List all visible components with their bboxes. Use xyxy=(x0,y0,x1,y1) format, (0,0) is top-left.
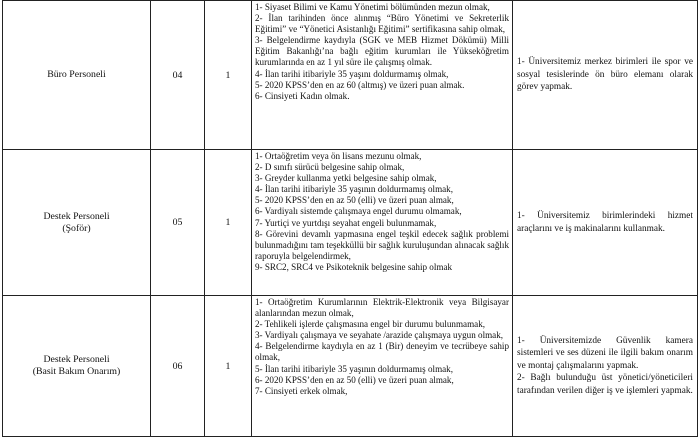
requirement-item: 9- SRC2, SRC4 ve Psikoteknik belgesine sahip olmak xyxy=(255,261,453,272)
requirement-item: 3- Belgelendirme kaydıyla (SGK ve MEB Hizmet Dökümü) Milli Eğitim Bakanlığı’na bağlı eğitim kurumları ile Yükseköğretim kurumlarında en az 1 yıl süre ile çalışmış olmak. xyxy=(255,35,509,68)
position-title-line: Destek Personeli xyxy=(43,210,110,222)
position-code: 04 xyxy=(151,1,205,150)
requirement-item: 4- İlan tarihi itibariyle 35 yaşının doldurmamış olmak, xyxy=(255,184,454,195)
position-title-line: (Şoför) xyxy=(62,222,91,234)
requirement-item: 2- İlan tarihinden önce alınmış “Büro Yönetimi ve Sekreterlik Eğitimi” ve “Yönetici Asistanlığı Eğitimi” sertifikasına sahip olmak, xyxy=(255,13,509,35)
table-row xyxy=(3,150,698,296)
position-title-line: Büro Personeli xyxy=(47,69,106,80)
duty-item: 1- Üniversitemiz merkez birimleri ile spor ve sosyal tesislerinde ön büro elemanı olarak görev yapmak. xyxy=(517,57,693,93)
requirement-item: 2- Tehlikeli işlerde çalışmasına engel bir durumu bulunmamak, xyxy=(255,319,486,330)
requirement-item: 3- Greyder kullanma yetki belgesine sahip olmak, xyxy=(255,173,437,184)
position-title xyxy=(3,150,151,296)
duties-cell xyxy=(513,150,698,296)
duties-cell xyxy=(513,1,698,150)
requirement-item: 1- Siyaset Bilimi ve Kamu Yönetimi bölümünden mezun olmak, xyxy=(255,2,490,12)
requirement-item: 7- Yurtiçi ve yurtdışı seyahat engeli bulunmamak, xyxy=(255,217,437,228)
position-code: 05 xyxy=(151,150,205,296)
position-count: 1 xyxy=(205,296,252,437)
position-title-line: Destek Personeli xyxy=(43,354,110,365)
requirement-item: 3- Vardiyalı çalışmaya ve seyahate /arazide çalışmaya uygun olmak, xyxy=(255,330,504,341)
requirement-item: 6- Cinsiyeti Kadın olmak. xyxy=(255,90,350,101)
position-count: 1 xyxy=(205,150,252,296)
duties-cell xyxy=(513,296,698,437)
requirement-item: 4- İlan tarihi itibariyle 35 yaşını doldurmamış olmak, xyxy=(255,68,449,79)
position-count: 1 xyxy=(205,1,252,150)
requirements-cell xyxy=(252,296,513,437)
position-title-line: (Basit Bakım Onarım) xyxy=(32,366,121,377)
requirement-item: 1- Ortaöğretim veya ön lisans mezunu olmak, xyxy=(255,151,422,161)
requirement-item: 8- Görevini devamlı yapmasına engel teşkil edecek sağlık problemi bulunmadığını tam teşekküllü bir sağlık kuruluşundan alınacak sağlık raporuyla belgelendirmek, xyxy=(255,228,509,261)
duty-item: 1- Üniversitemiz birimlerindeki hizmet araçlarını ve iş makinalarını kullanmak. xyxy=(517,211,693,234)
requirement-item: 4- Belgelendirme kaydıyla en az 1 (Bir) deneyim ve tecrübeye sahip olmak, xyxy=(255,341,509,363)
duty-item: 2- Bağlı bulunduğu üst yönetici/yöneticileri tarafından verilen diğer iş ve işlemleri yapmak. xyxy=(517,373,693,396)
requirement-item: 5- 2020 KPSS’den en az 50 (elli) ve üzeri puan almak, xyxy=(255,195,454,206)
position-title xyxy=(3,1,151,150)
requirements-cell xyxy=(252,150,513,296)
requirement-item: 7- Cinsiyeti erkek olmak, xyxy=(255,385,348,396)
requirement-item: 6- Vardiyalı sistemde çalışmaya engel durumu olmamak, xyxy=(255,206,462,217)
position-code: 06 xyxy=(151,296,205,437)
table-row xyxy=(3,296,698,437)
table-row xyxy=(3,1,698,150)
duty-item: 1- Üniversitemizde Güvenlik kamera sistemleri ve ses düzeni ile ilgili bakım onarım ve montaj çalışmalarını yapmak. xyxy=(517,335,693,371)
requirement-item: 2- D sınıfı sürücü belgesine sahip olmak, xyxy=(255,162,405,173)
requirement-item: 5- 2020 KPSS’den en az 60 (altmış) ve üzeri puan almak. xyxy=(255,79,465,90)
requirement-item: 1- Ortaöğretim Kurumlarının Elektrik-Elektronik veya Bilgisayar alanlarından mezun olmak, xyxy=(255,297,509,319)
requirement-item: 5- İlan tarihi itibariyle 35 yaşının doldurmamış olmak, xyxy=(255,363,454,374)
requirement-item: 6- 2020 KPSS’den en az 50 (elli) ve üzeri puan almak, xyxy=(255,374,454,385)
position-title xyxy=(3,296,151,437)
job-requirements-table xyxy=(2,0,698,437)
requirements-cell xyxy=(252,1,513,150)
